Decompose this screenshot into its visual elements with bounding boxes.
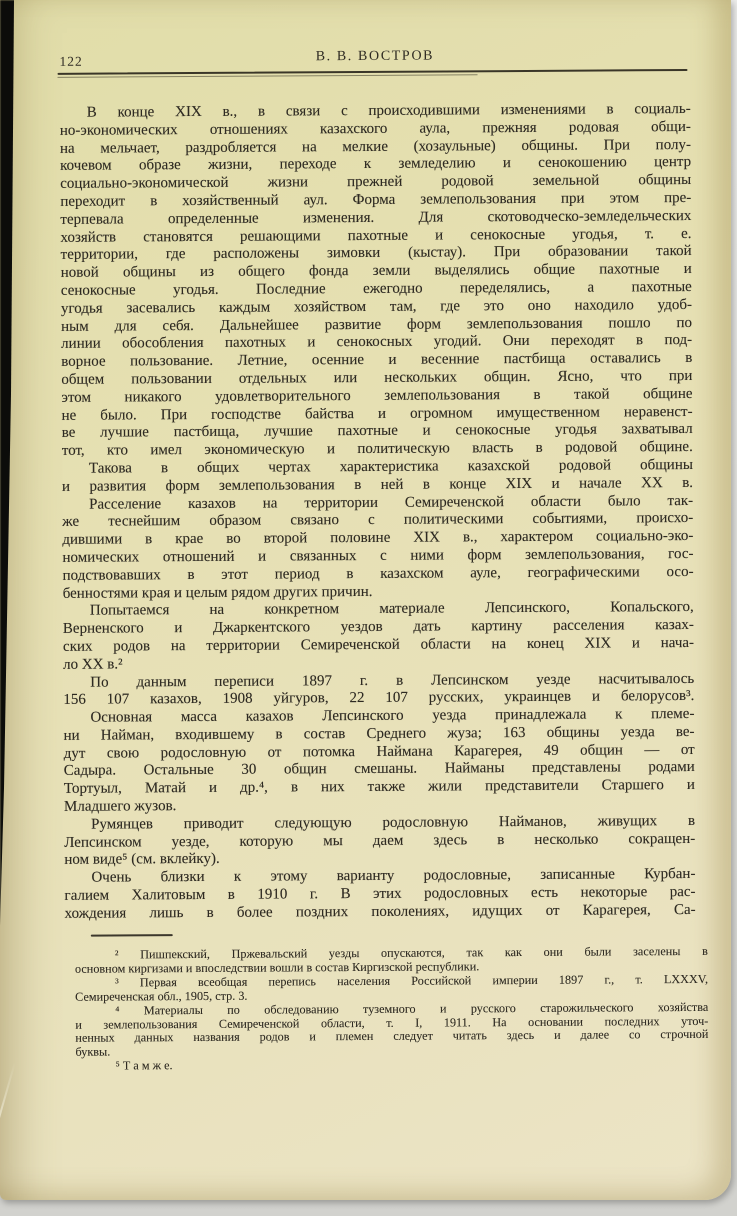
body-line: хозяйств становятся решающими пахотные и сенокосные угодья, т. е. xyxy=(60,225,692,246)
body-line: же теснейшим образом связано с политическими событиями, происхо- xyxy=(62,510,694,531)
body-line: новой общины из общего фонда земли выделялись общие пахотные и xyxy=(60,261,692,281)
body-line: сенокосные угодья. Последние ежегодно переделялись, а пахотные xyxy=(60,278,692,299)
body-line: ве лучшие пастбища, лучшие пахотные и сенокосные угодья захватывал xyxy=(61,421,693,442)
body-line: Основная масса казахов Лепсинского уезда принадлежала к племе- xyxy=(90,706,695,726)
body-line: В конце XIX в., в связи с происходившими изменениями в социаль- xyxy=(86,100,691,121)
body-line: Попытаемся на конкретном материале Лепсинского, Копальского, xyxy=(89,599,694,619)
body-line: не было. При господстве байства и огромном имущественном неравенст- xyxy=(61,403,693,424)
body-line: терпевала определенные изменения. Для скотоводческо-земледельческих xyxy=(60,207,692,228)
footnote-line: ⁴ Материалы по обследованию туземного и русского старожильческого хозяйства xyxy=(115,999,709,1018)
body-line: но-экономических отношениях казахского аула, прежняя родовая общи- xyxy=(59,118,691,139)
footnote-line: и землепользования Семиреченской области, т. I, 1911. На основании последних уточ- xyxy=(75,1013,709,1032)
footnote-line: ² Пишпекский, Пржевальский уезды опускаются, так как они были заселены в xyxy=(114,943,708,962)
body-line: По данным переписи 1897 г. в Лепсинском уезде насчитывалось xyxy=(90,670,695,691)
body-text xyxy=(60,101,696,923)
body-line: ворное пользование. Летние, осенние и весенние пастбища оставались в xyxy=(61,350,693,370)
page-number: 122 xyxy=(59,53,83,69)
footnotes xyxy=(75,945,709,1074)
footnote-line: буквы. xyxy=(75,1044,111,1060)
body-line: ном виде⁵ (см. вклейку). xyxy=(64,851,220,869)
body-line: общем пользовании отдельных или нескольких общин. Ясно, что при xyxy=(61,367,693,388)
body-line: ным для себя. Дальнейшее развитие форм землепользования пошло по xyxy=(61,314,693,335)
body-line: дут свою родословную от потомка Наймана Карагерея, 49 общин — от xyxy=(63,741,695,762)
body-line: Тортуыл, Матай и др.⁴, в них также жили представители Старшего и xyxy=(63,777,695,798)
body-line: Садыра. Остальные 30 общин смешаны. Найманы представлены родами xyxy=(63,759,695,780)
body-line: угодья засевались каждым хозяйством там, где это оно находило удоб- xyxy=(60,296,692,317)
body-line: Румянцев приводит следующую родословную Найманов, живущих в xyxy=(91,812,696,833)
body-line: Верненского и Джаркентского уездов дать картину расселения казах- xyxy=(62,617,694,637)
footnote-line: основном киргизами и впоследствии вошли в состав Киргизской республики. xyxy=(74,959,480,976)
body-line: ских родов на территории Семиреченской области на конец XIX и нача- xyxy=(62,634,695,655)
body-line: на мельчает, раздробляется на мелкие (хозаульные) общины. При полу- xyxy=(59,136,692,157)
body-line: бенностями края и целым рядом других причин. xyxy=(62,583,373,602)
body-line: номических отношений и связанных с ними форм землепользования, гос- xyxy=(62,545,694,566)
footnote-line: ³ Первая всеобщая перепись населения Российской империи 1897 г., т. LXXXV, xyxy=(115,971,709,990)
body-line: ни Найман, входившему в состав Среднего жуза; 163 общины уезда ве- xyxy=(63,723,695,744)
body-line: переходит в хозяйственный аул. Форма землепользования при этом пре- xyxy=(60,189,692,210)
body-line: Очень близки к этому варианту родословные, записанные Курбан- xyxy=(91,866,696,886)
body-line: линии обособления пахотных и сенокосных угодий. Они переходят в под- xyxy=(61,332,693,353)
body-line: тот, кто имел экономическую и политическую власть в родовой общине. xyxy=(61,439,693,459)
body-line: социально-экономической жизни прежней родовой земельной общины xyxy=(60,172,692,193)
footnote-line: ненных данных названия родов и племен следует читать здесь и далее со строчной xyxy=(75,1027,709,1046)
running-head: В. В. ВОСТРОВ xyxy=(315,48,435,65)
body-line: и развития форм землепользования в ней в конце XIX и начале XX в. xyxy=(61,474,694,495)
footnote-line: Семиреченская обл., 1905, стр. 3. xyxy=(75,988,248,1004)
body-line: Младшего жузов. xyxy=(63,798,177,815)
body-line: хождения лишь в более поздних поколениях, идущих от Карагерея, Са- xyxy=(64,901,696,922)
footnote-line: ⁵ Т а м ж е. xyxy=(115,1058,173,1073)
body-line: территории, где расположены зимовки (кыстау). При образовании такой xyxy=(60,243,692,264)
body-line: 156 107 казахов, 1908 уйгуров, 22 107 русских, украинцев и белорусов³. xyxy=(63,688,695,709)
body-line: галием Халитовым в 1910 г. В этих родословных есть некоторые рас- xyxy=(64,884,696,904)
body-line: Такова в общих чертах характеристика казахской родовой общины xyxy=(88,456,693,477)
body-line: ло XX в.² xyxy=(63,656,123,673)
body-line: Расселение казахов на территории Семиреченской области было так- xyxy=(89,492,694,513)
body-line: подствовавших в этот период в казахском ауле, географическими осо- xyxy=(62,563,694,584)
body-line: кочевом образе жизни, переходе к земледелию и сенокошению центр xyxy=(60,154,692,175)
footnote-separator xyxy=(91,934,173,937)
body-line: этом никакого удовлетворительного землепользования в такой общине xyxy=(61,385,693,406)
body-line: Лепсинском уезде, которую мы даем здесь в несколько сокращен- xyxy=(64,830,696,851)
body-line: дившими в крае во второй половине XIX в., характером социально-эко- xyxy=(62,528,694,548)
